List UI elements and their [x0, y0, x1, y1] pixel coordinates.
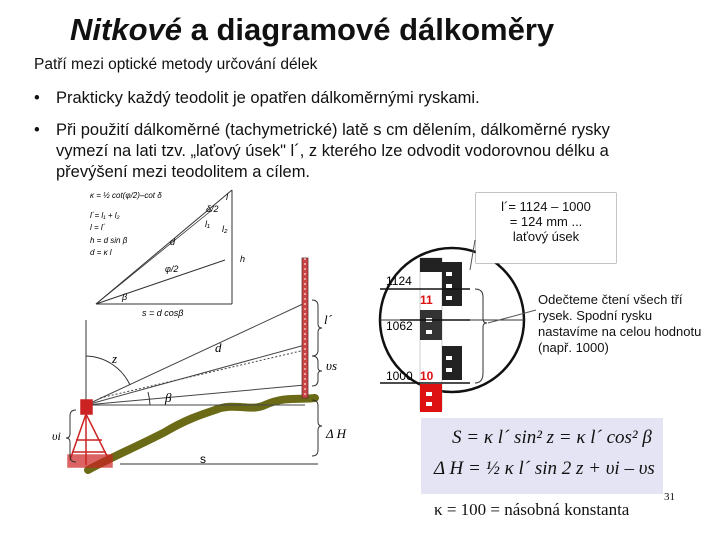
- inset-formula-3: l = l´: [90, 223, 106, 232]
- label-vs: υs: [326, 358, 338, 373]
- vi-bracket: [66, 410, 76, 462]
- zenith-arc: [86, 356, 130, 385]
- reading-note: Odečteme čtení všech tří rysek. Spodní rysku nastavíme na celou hodnotu (např. 1000): [538, 292, 702, 355]
- label-beta: β: [165, 390, 172, 405]
- beta-arc: [148, 392, 150, 405]
- bullet-2-text: Při použití dálkoměrné (tachymetrické) latě s cm dělením, dálkoměrné rysky vymezí na lati tzv. „laťový úsek" l´, z kterého lze odvodit vodorovnou délku a převýšení mezi teodolitem a cílem.: [56, 121, 610, 181]
- label-vi: υi: [52, 429, 61, 443]
- label-s: s: [200, 452, 206, 466]
- reading-1124: 1124: [386, 274, 412, 288]
- label-l-prime: l´: [324, 312, 332, 327]
- bullet-dot: •: [34, 121, 40, 139]
- sight-lines: [86, 303, 305, 405]
- reading-1000: 1000: [386, 369, 413, 383]
- callout-line-3: laťový úsek: [512, 229, 580, 244]
- inset-beta: β: [122, 292, 128, 302]
- inset-l: l: [226, 192, 228, 202]
- title-rest: a diagramové dálkoměry: [181, 12, 555, 47]
- callout-text: [476, 193, 616, 263]
- inset-formula-4: h = d sin β: [90, 236, 128, 245]
- label-z: z: [112, 351, 118, 366]
- title-italic: Nitkové: [70, 12, 182, 47]
- inset-formula-1: κ = ½ cot(φ/2)–cot δ: [90, 191, 162, 200]
- reading-10: 10: [420, 369, 434, 383]
- inset-delta2: δ/2: [206, 204, 219, 214]
- inset-h: h: [240, 254, 246, 264]
- label-d: d: [215, 340, 222, 355]
- inset-formula-2: l´= l₁ + l₂: [90, 211, 120, 220]
- page-number: 31: [664, 491, 675, 503]
- callout-line-2: = 124 mm ...: [509, 214, 583, 229]
- inset-l2: l₂: [222, 224, 228, 234]
- inset-scos: s = d cosβ: [142, 308, 184, 318]
- intro-text: Patří mezi optické metody určování délek: [34, 56, 318, 73]
- reading-1062: 1062: [386, 319, 413, 333]
- formula-distance: S = κ l´ sin² z = κ l´ cos² β: [452, 427, 652, 448]
- formula-height: Δ H = ½ κ l´ sin 2 z + υi – υs: [434, 458, 655, 479]
- bullet-1-text: Prakticky každý teodolit je opatřen dálkoměrnými ryskami.: [56, 89, 480, 107]
- bullet-dot: •: [34, 89, 40, 107]
- inset-triangle: [90, 190, 245, 318]
- label-delta-h: Δ H: [326, 426, 347, 441]
- callout-line-1: l´= 1124 – 1000: [501, 199, 591, 214]
- inset-l1: l₁: [205, 219, 210, 229]
- inset-phi: φ/2: [165, 264, 179, 274]
- inset-formula-5: d = κ l: [90, 248, 112, 257]
- inset-d: d: [170, 237, 176, 247]
- kappa-constant: κ = 100 = násobná konstanta: [434, 500, 630, 519]
- reading-11: 11: [420, 293, 433, 307]
